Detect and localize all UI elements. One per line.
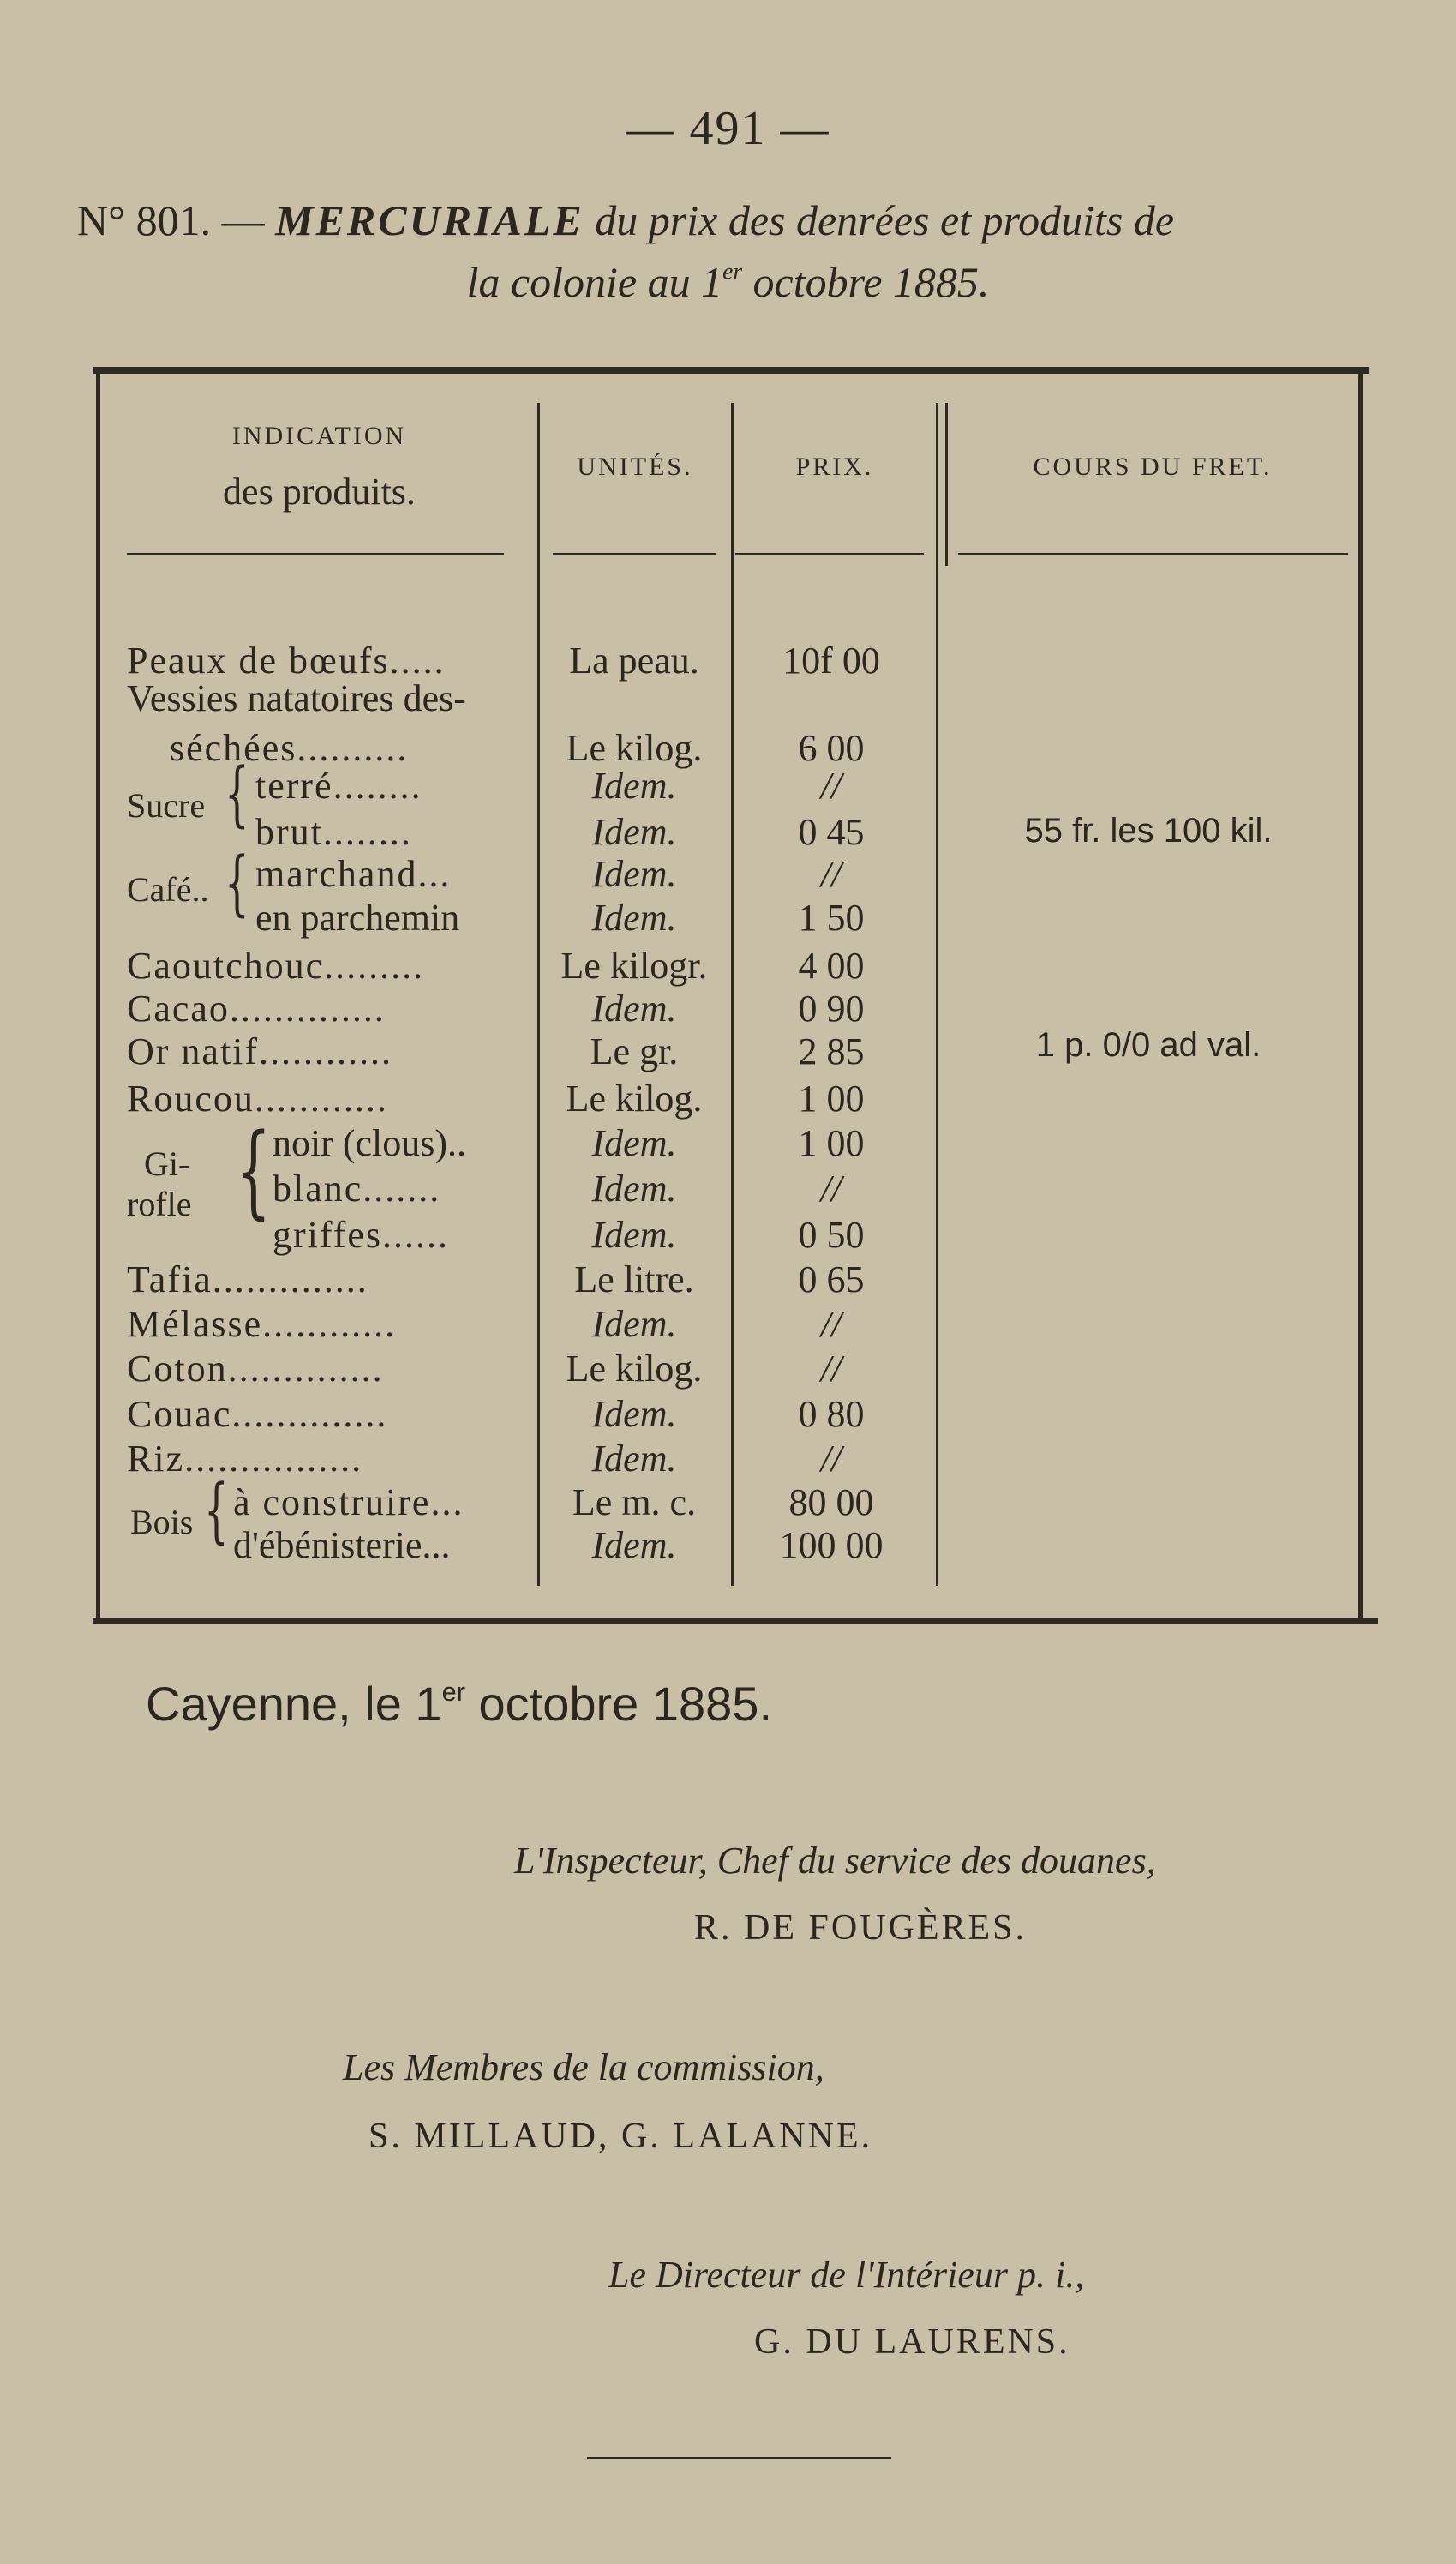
table-top-rule <box>93 367 1369 374</box>
header-indication-sub: des produits. <box>223 471 416 513</box>
table-row: marchand... Idem. // <box>255 853 842 895</box>
table-row: brut........ Idem. 0 45 <box>255 811 865 853</box>
table-row: Roucou............ Le kilog. 1 00 <box>127 1078 865 1120</box>
document-title-line2: la colonie au 1er octobre 1885. <box>466 257 990 306</box>
group-label-girofle: Gi- <box>144 1144 190 1183</box>
brace: { <box>225 843 249 924</box>
table-row: Or natif............ Le gr. 2 85 <box>127 1030 865 1072</box>
decree-number: N° 801. — <box>77 196 265 244</box>
freight-ad-valorem: 1 p. 0/0 ad val. <box>1035 1026 1261 1064</box>
table-bottom-rule <box>93 1618 1378 1624</box>
signature-role-commission: Les Membres de la commission, <box>343 2046 824 2088</box>
table-row: terré........ Idem. // <box>255 765 842 807</box>
table-row: Coton.............. Le kilog. // <box>127 1348 842 1390</box>
freight-sucre-cafe: 55 fr. les 100 kil. <box>1024 812 1273 850</box>
document-title <box>77 195 1174 245</box>
signature-name-inspecteur: R. DE FOUGÈRES. <box>694 1908 1028 1948</box>
signature-role-inspecteur: L'Inspecteur, Chef du service des douanes, <box>514 1840 1156 1882</box>
table-row: à construire... Le m. c. 80 00 <box>233 1481 874 1523</box>
column-divider-4 <box>945 403 948 566</box>
header-cours: COURS DU FRET. <box>1033 453 1273 481</box>
table-row: d'ébénisterie... Idem. 100 00 <box>233 1524 884 1566</box>
table-row: en parchemin Idem. 1 50 <box>255 897 865 939</box>
table-row: Mélasse............ Idem. // <box>127 1303 842 1345</box>
group-label-bois: Bois <box>130 1503 194 1541</box>
place-date: Cayenne, le 1er octobre 1885. <box>146 1676 773 1731</box>
signature-name-directeur: G. DU LAURENS. <box>754 2322 1070 2362</box>
table-row: Vessies natatoires des- <box>127 677 466 719</box>
header-rule-3 <box>735 553 924 555</box>
title-rest: du prix des denrées et produits de <box>595 196 1175 244</box>
group-label-sucre: Sucre <box>127 786 206 825</box>
table-row: Cacao.............. Idem. 0 90 <box>127 988 865 1030</box>
group-label-girofle-2: rofle <box>127 1185 192 1223</box>
table-row: griffes...... Idem. 0 50 <box>273 1214 865 1256</box>
header-prix: PRIX. <box>795 453 874 481</box>
signature-role-directeur: Le Directeur de l'Intérieur p. i., <box>608 2254 1085 2296</box>
group-label-cafe: Café.. <box>127 870 209 909</box>
header-rule-4 <box>958 553 1348 555</box>
brace: { <box>225 754 249 835</box>
header-unites: UNITÉS. <box>577 453 693 481</box>
header-rule-1 <box>127 553 504 555</box>
table-row: blanc....... Idem. // <box>273 1168 842 1210</box>
closing-rule <box>587 2457 891 2459</box>
table-row: Couac.............. Idem. 0 80 <box>127 1393 865 1435</box>
brace: { <box>236 1111 272 1229</box>
brace: { <box>204 1470 229 1552</box>
table-row: noir (clous).. Idem. 1 00 <box>273 1122 865 1164</box>
title-label: MERCURIALE <box>275 196 584 244</box>
table-row: Riz................ Idem. // <box>127 1438 842 1480</box>
header-rule-2 <box>553 553 716 555</box>
page-number: — 491 — <box>626 102 830 155</box>
signature-name-commission: S. MILLAUD, G. LALANNE. <box>368 2117 873 2156</box>
table-row: Caoutchouc......... Le kilogr. 4 00 <box>127 945 865 987</box>
table-row: Peaux de bœufs..... La peau. 10f 00 <box>127 639 880 682</box>
table-row: Tafia.............. Le litre. 0 65 <box>127 1258 865 1300</box>
header-indication: INDICATION <box>231 422 407 450</box>
table-row: séchées.......... Le kilog. 6 00 <box>170 727 865 769</box>
